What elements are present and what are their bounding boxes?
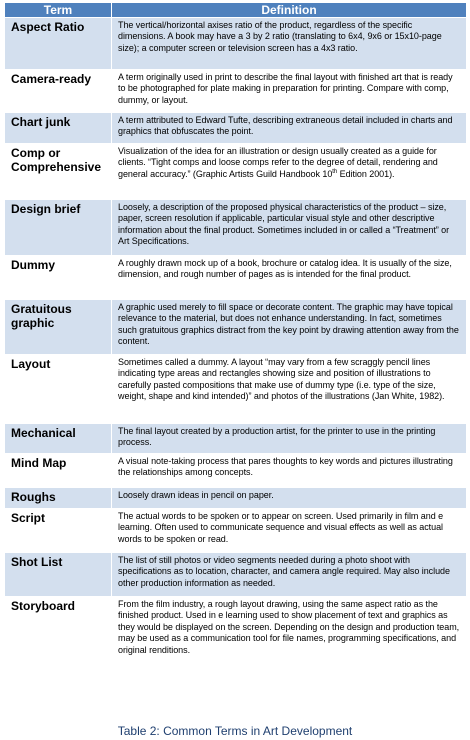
definition-text-end: Edition 2001). [337,168,395,179]
table-row [5,70,467,113]
term-cell: Shot List [5,553,112,597]
table-row [5,424,467,454]
table-row [5,597,467,677]
definition-cell: A graphic used merely to fill space or decorate content. The graphic may have topical relevance to the material, but does not enhance understanding. In fact, sometimes such gratuitous graphics distract from the key point by drawing attention away from the content. [112,300,467,355]
header-row [5,3,467,18]
term-cell: Gratuitous graphic [5,300,112,355]
table-row [5,355,467,424]
table-row [5,509,467,553]
term-cell: Aspect Ratio [5,18,112,70]
definition-cell: Sometimes called a dummy. A layout “may vary from a few scraggly pencil lines indicating type areas and rectangles showing size and position of illustrations to carefully pasted compositions that make use of dummy type (i.e. type of the size, weight, shape and kind intended)” and photos of the illustrations (Jan White, 1982). [112,355,467,424]
definition-cell: A roughly drawn mock up of a book, brochure or catalog idea. It is usually of the size, dimension, and rough number of pages as is intended for the final product. [112,256,467,300]
term-cell: Dummy [5,256,112,300]
table-caption: Table 2: Common Terms in Art Development [117,724,353,738]
definition-text: Visualization of the idea for an illustration or design usually created as a guide for clients. “Tight comps and loose comps refer to the degree of detail, rendering and general accuracy.” (Graphic Artists Guild Handbook 10 [118,146,438,179]
definition-cell: The list of still photos or video segments needed during a photo shoot with specifications as to location, character, and camera angle required. May also include other production information as needed. [112,553,467,597]
term-cell: Storyboard [5,597,112,677]
table-row [5,200,467,256]
definition-cell: Loosely, a description of the proposed physical characteristics of the product – size, paper, screen resolution if applicable, particular visual style and other descriptive information about the final product. Sometimes included in or called a “Treatment” or Art Specifications. [112,200,467,256]
header-term: Term [5,3,112,18]
table-row [5,144,467,200]
term-cell: Chart junk [5,113,112,144]
definition-cell: A visual note-taking process that pares thoughts to key words and pictures illustrating the relationships among concepts. [112,454,467,488]
term-cell: Layout [5,355,112,424]
definition-cell: A term attributed to Edward Tufte, describing extraneous detail included in charts and graphics that obfuscates the point. [112,113,467,144]
table-row [5,553,467,597]
table-row [5,488,467,509]
table-row [5,113,467,144]
definition-cell: A term originally used in print to describe the final layout with finished art that is ready to be photographed for plate making in preparation for printing. Compare with comp, dummy, or layout. [112,70,467,113]
term-cell: Camera-ready [5,70,112,113]
ordinal-suffix: th [332,168,338,175]
term-cell: Mechanical [5,424,112,454]
definition-cell: The vertical/horizontal axises ratio of the product, regardless of the specific dimensions. A book may have a 3 by 2 ratio (translating to 6x4, 9x6 or 15x10-page size); a computer screen or television screen has a 4x3 ratio. [112,18,467,70]
definition-cell: Loosely drawn ideas in pencil on paper. [112,488,467,509]
definition-cell: The final layout created by a production artist, for the printer to use in the printing process. [112,424,467,454]
table-row [5,300,467,355]
terms-table [4,2,467,677]
table-row [5,18,467,70]
term-cell: Comp or Comprehensive [5,144,112,200]
term-cell: Design brief [5,200,112,256]
table-row [5,256,467,300]
term-cell: Mind Map [5,454,112,488]
definition-cell: From the film industry, a rough layout drawing, using the same aspect ratio as the finished product. Used in e learning used to show placement of text and graphics as they would be displayed on the screen. Depending on the design and production team, may be used as a communication tool for file names, programming specifications, and original renditions. [112,597,467,677]
definition-cell [112,144,467,200]
term-cell: Script [5,509,112,553]
header-definition: Definition [112,3,467,18]
definition-cell: The actual words to be spoken or to appear on screen. Used primarily in film and e learning. Often used to communicate sequence and visual effects as well as actual words to be spoken or read. [112,509,467,553]
table-row [5,454,467,488]
term-cell: Roughs [5,488,112,509]
